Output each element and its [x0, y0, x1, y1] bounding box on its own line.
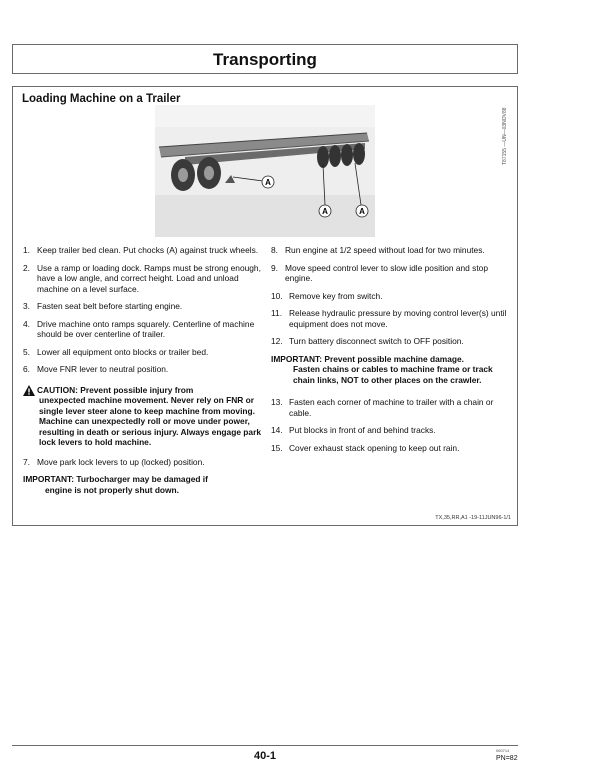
- item-text: Fasten seat belt before starting engine.: [37, 301, 183, 311]
- list-item: [23, 263, 261, 295]
- list-item: [23, 301, 261, 312]
- callout-a-2-label: A: [322, 207, 328, 216]
- item-number: 10.: [271, 290, 283, 301]
- item-text: Lower all equipment onto blocks or trailer bed.: [37, 346, 209, 357]
- item-number: 14.: [271, 425, 283, 435]
- item-number: 8.: [271, 245, 278, 255]
- page-title: Transporting: [213, 50, 317, 69]
- list-item: [23, 364, 261, 375]
- item-number: 6.: [23, 364, 30, 374]
- item-text: Put blocks in front of and behind tracks.: [289, 425, 436, 435]
- item-number: 1.: [23, 245, 30, 255]
- figure-code: T87155 —UN—03NOV88: [502, 107, 508, 165]
- item-number: 12.: [271, 336, 283, 346]
- item-number: 2.: [23, 262, 30, 273]
- list-item: [23, 319, 261, 340]
- item-text: Move speed control lever to slow idle position and stop engine.: [285, 262, 488, 283]
- reference-code: TX,35,RR,A1 -19-11JUN96-1/1: [435, 515, 511, 521]
- warning-icon: [23, 385, 37, 448]
- item-text: Run engine at 1/2 speed without load for two minutes.: [285, 245, 485, 255]
- important-note-left: [23, 474, 261, 495]
- caution-text: unexpected machine movement. Never rely on FNR or single lever steer alone to keep machine from moving. Machine can unexpectedly roll or move under power, resulting in death or serious injury. Always engage park lock levers to hold machine.: [39, 395, 261, 447]
- item-number: 9.: [271, 262, 278, 273]
- item-text: Fasten each corner of machine to trailer with a chain or cable.: [289, 397, 494, 418]
- item-number: 7.: [23, 456, 30, 467]
- left-column: [23, 245, 261, 502]
- item-number: 3.: [23, 301, 30, 311]
- item-number: 13.: [271, 397, 283, 407]
- item-text: Turn battery disconnect switch to OFF position.: [289, 336, 464, 346]
- item-text: Keep trailer bed clean. Put chocks (A) against truck wheels.: [37, 245, 259, 255]
- list-item: [23, 457, 261, 468]
- footer-small-code: 060714: [496, 748, 510, 753]
- important-label: IMPORTANT:: [271, 353, 323, 364]
- item-text: Remove key from switch.: [289, 290, 383, 301]
- caution-first-line: CAUTION: Prevent possible injury from: [37, 384, 194, 395]
- item-number: 4.: [23, 318, 30, 329]
- item-text: Use a ramp or loading dock. Ramps must be strong enough, have a low angle, and correct height. Load and unload machine on a level surface.: [37, 262, 261, 294]
- list-item: [271, 308, 509, 329]
- callout-a-1-label: A: [265, 178, 271, 187]
- item-text: Release hydraulic pressure by moving control lever(s) until equipment does not move.: [289, 308, 507, 329]
- list-item: [271, 443, 509, 454]
- list-item: [271, 245, 509, 256]
- important-text: Fasten chains or cables to machine frame or track chain links, NOT to other places on the crawler.: [293, 364, 493, 385]
- caution-block: [23, 385, 261, 448]
- trailer-figure: [155, 105, 375, 237]
- item-text: Drive machine onto ramps squarely. Centerline of machine should be over centerline of trailer.: [37, 318, 255, 339]
- list-item: [271, 263, 509, 284]
- item-number: 11.: [271, 308, 283, 318]
- page-title-box: [12, 44, 518, 74]
- important-text: engine is not properly shut down.: [45, 484, 180, 495]
- callout-a-3-label: A: [359, 207, 365, 216]
- important-label: IMPORTANT:: [23, 474, 75, 484]
- section-title: Loading Machine on a Trailer: [22, 93, 181, 105]
- list-item: [271, 397, 509, 418]
- item-text: Move park lock levers to up (locked) position.: [37, 456, 205, 467]
- item-text: Cover exhaust stack opening to keep out rain.: [289, 442, 460, 453]
- list-item: [23, 245, 261, 256]
- pn-number: PN=82: [496, 755, 518, 762]
- item-number: 15.: [271, 442, 283, 453]
- item-text: Move FNR lever to neutral position.: [37, 364, 169, 374]
- important-first-line: Prevent possible machine damage.: [324, 353, 464, 364]
- right-column: [271, 245, 509, 460]
- content-box: [12, 86, 518, 526]
- footer-divider: [12, 745, 518, 746]
- item-number: 5.: [23, 346, 30, 357]
- important-first-line: Turbocharger may be damaged if: [76, 474, 208, 484]
- page-number: 40-1: [253, 750, 277, 762]
- list-item: [271, 425, 509, 436]
- list-item: [271, 336, 509, 347]
- list-item: [271, 291, 509, 302]
- list-item: [23, 347, 261, 358]
- important-note-right: [271, 354, 509, 386]
